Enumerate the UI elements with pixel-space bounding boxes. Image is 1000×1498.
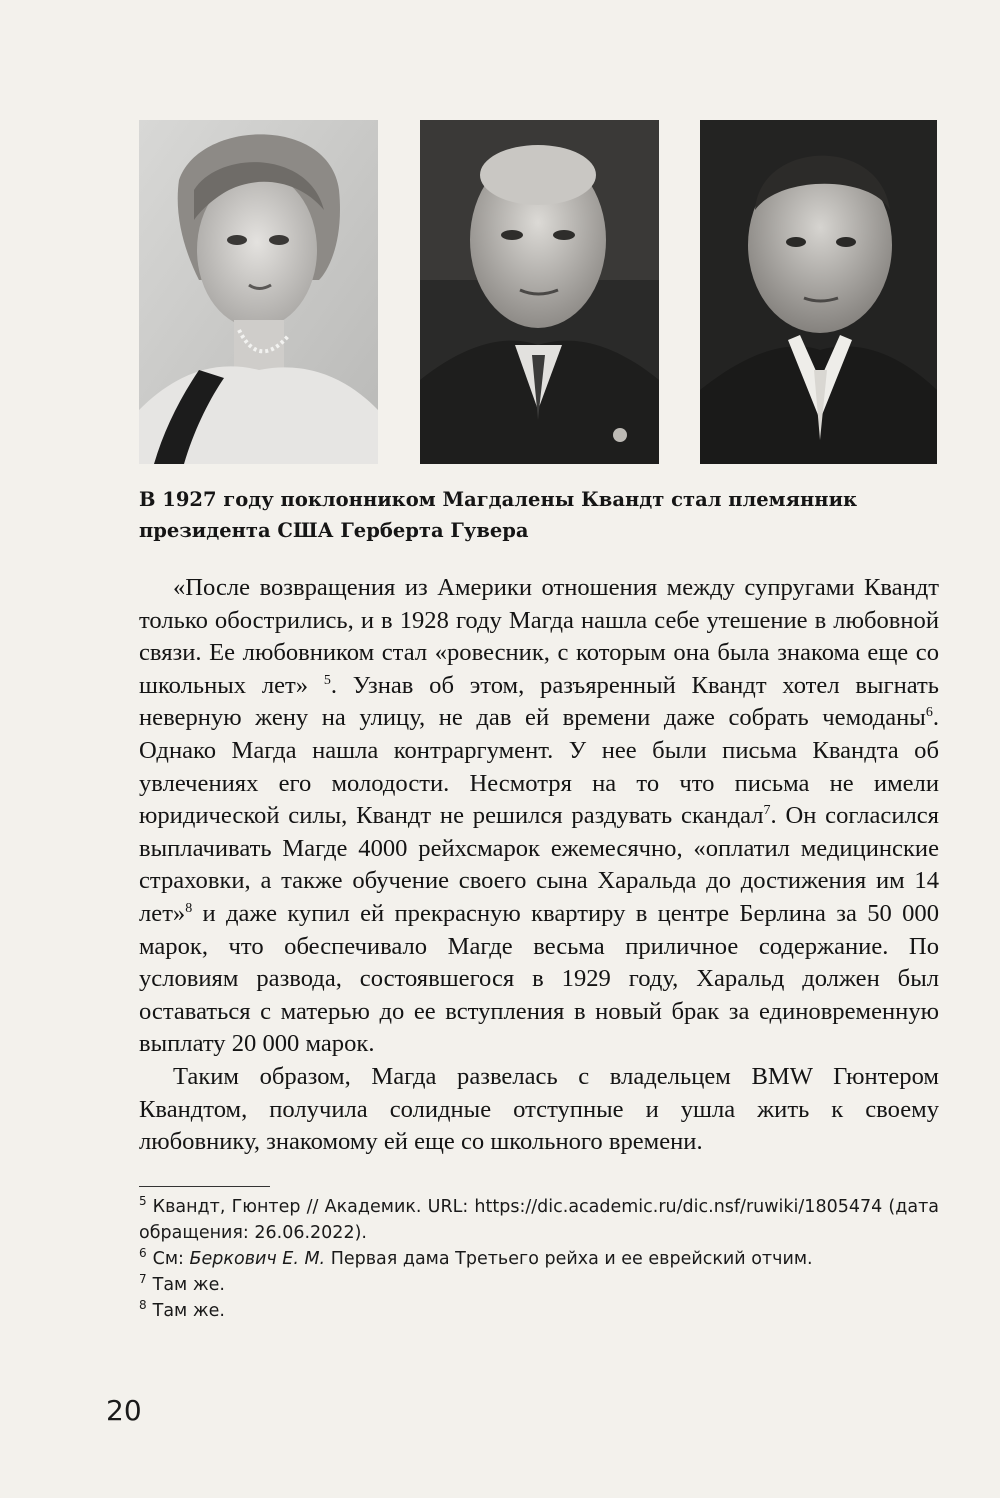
paragraph-2: Таким образом, Магда развелась с владельцем BMW Гюнтером Квандтом, получила солидные отступные и ушла жить к своему любовнику, знакомому ей еще со школьного времени.	[139, 1062, 939, 1156]
footnote-ref-6[interactable]: 6	[925, 705, 933, 721]
photo-row	[139, 120, 937, 464]
paragraph-1: «После возвращения из Америки отношения между супругами Квандт только обострились, и в 1928 году Магда нашла себе утешение в любовной связи. Ее любовником стал «ровесник, с которым она была знакома еще со школьных лет» $^5$. Узнав об этом, разъяренный Квандт хотел выгнать неверную жену на улицу, не дав ей времени даже собрать чемоданы$^6$. Однако Магда нашла контраргумент. У нее были письма Квандта об увлечениях его молодости. Несмотря на то что письма не имели юридической силы, Квандт не решился раздувать скандал$^7$. Он согласился выплачивать Магде 4000 рейхсмарок ежемесячно, «оплатил медицинские страховки, а также обучение своего сына Харальда до достижения им 14 лет»$^8$ и даже купил ей прекрасную квартиру в центре Берлина за 50 000 марок, что обеспечивало Магде весьма приличное содержание. По условиям развода, состоявшегося в 1929 году, Харальд должен был оставаться с матерью до ее вступления в новый брак за единовременную выплату 20 000 марок.	[139, 574, 939, 1058]
page-number: 20	[106, 1394, 142, 1427]
footnote-ref-8[interactable]: 8	[185, 900, 193, 916]
footnote-5: $^5$ Квандт, Гюнтер // Академик. URL: https://dic.academic.ru/dic.nsf/ruwiki/1805474 (дата обращения: 26.06.2022).	[139, 1194, 939, 1243]
portrait-woman-pearls	[139, 120, 378, 464]
footnote-6: $^6$ См: Беркович Е. М. Первая дама Третьего рейха и ее еврейский отчим.	[139, 1246, 813, 1269]
footnote-ref-7[interactable]: 7	[763, 803, 771, 819]
footnote-separator	[139, 1186, 270, 1187]
footnote-7: $^7$ Там же.	[139, 1272, 225, 1295]
portrait-man-collar	[700, 120, 937, 464]
portrait-older-man-suit	[420, 120, 659, 464]
main-text	[139, 572, 939, 1159]
photo-caption: В 1927 году поклонником Магдалены Квандт стал племянник президента США Герберта Гувера	[139, 488, 858, 542]
footnote-ref-5[interactable]: 5	[323, 672, 331, 688]
footnote-8: $^8$ Там же.	[139, 1298, 225, 1321]
footnotes	[139, 1194, 939, 1324]
